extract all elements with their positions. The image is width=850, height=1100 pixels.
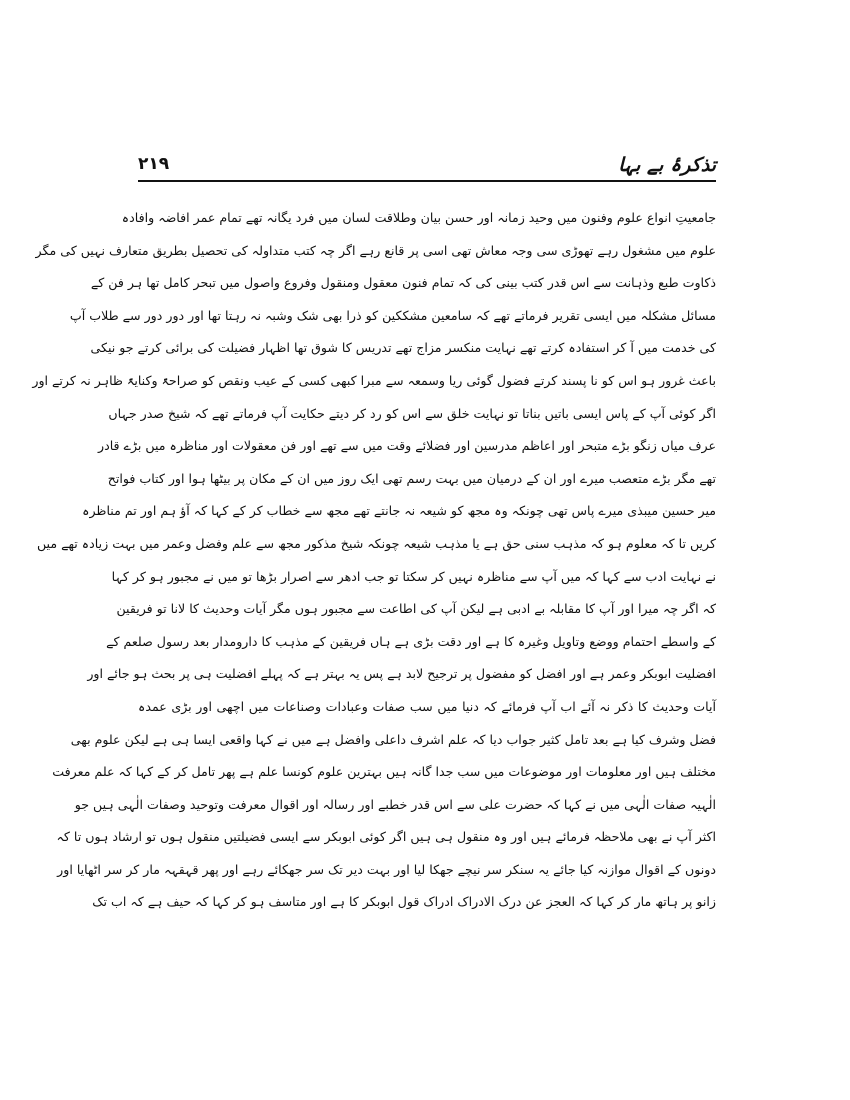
page-number: ۲۱۹	[138, 154, 170, 174]
text-line: اکثر آپ نے بھی ملاحظہ فرمائے ہیں اور وہ منقول ہی ہیں اگر کوئی ابوبکر سے ایسی فضیلتیں منقول ہوں تو ارشاد ہوں تا کہ	[56, 829, 716, 845]
text-line: دونوں کے اقوال موازنہ کیا جائے یہ سنکر سر نیچے جھکا لیا اور بہت دیر تک سر جھکائے رہے اور پھر قہقہہ مار کر سر اٹھایا اور	[57, 861, 716, 877]
text-line: باعث غرور ہو اس کو نا پسند کرتے فضول گوئی ریا وسمعہ سے مبرا کبھی کسی کے عیب ونقص کو صراحۃً وکنایۃً ظاہر نہ کرتے اور	[32, 372, 716, 388]
text-line: تھے مگر بڑے متعصب میرے اور ان کے درمیان میں بہت رسم تھی ایک روز میں ان کے مکان پر بیٹھا ہوا اور کتاب فواتح	[107, 470, 716, 486]
text-line: الٰہیہ صفات الٰہی میں نے کہا کہ حضرت علی سے اس قدر خطبے اور رسالہ اور اقوال معرفت وتوحید وصفات الٰہی ہیں جو	[74, 796, 716, 812]
header-rule	[138, 180, 716, 182]
running-title: تذکرۂ بے بہا	[618, 154, 716, 176]
text-line: جامعیتِ انواع علوم وفنون میں وحید زمانہ اور حسن بیان وطلاقت لسان میں فرد یگانہ تھے تمام عمر افاضہ وافادہ	[121, 210, 716, 225]
text-line: اگر کوئی آپ کے پاس ایسی باتیں بناتا تو نہایت خلق سے اس کو رد کر دیتے حکایت آپ فرماتے تھے کہ شیخ صدر جہاں	[108, 405, 716, 421]
text-line: کے واسطے احتمام ووضع وتاویل وغیرہ کا ہے اور دقت بڑی ہے ہاں فریقین کے مذہب کا دارومدار بعد رسول صلعم کے	[106, 633, 716, 649]
text-line: زانو پر ہاتھ مار کر کہا کہ العجز عن درک الادراک ادراک قول ابوبکر کا ہے اور متاسف ہو کر کہا کہ حیف ہے کہ اب تک	[92, 894, 716, 910]
text-line: نے نہایت ادب سے کہا کہ میں آپ سے مناظرہ نہیں کر سکتا تو جب ادھر سے اصرار بڑھا تو میں نے مجبور ہو کر کہا	[111, 568, 716, 584]
text-line: مسائل مشکلہ میں ایسی تقریر فرماتے تھے کہ سامعین مشککین کو ذرا بھی شک وشبہ نہ رہتا تھا اور دور دور سے طلاب آپ	[69, 307, 716, 323]
body-text	[32, 202, 716, 1052]
text-line: افضلیت ابوبکر وعمر ہے اور افضل کو مفضول پر ترجیح لابد ہے پس یہ بہتر ہے کہ پہلے افضلیت ہی پر بحث ہو جائے اور	[87, 666, 716, 682]
text-line: آیات وحدیث کا ذکر نہ آئے اب آپ فرمائے کہ دنیا میں سب صفات وعبادات وصناعات میں اچھی اور بڑی عمدہ	[138, 698, 716, 714]
text-line: فضل وشرف کیا ہے بعد تامل کثیر جواب دیا کہ علم اشرف داعلی وافضل ہے میں نے کہا واقعی ایسا ہی ہے لیکن علوم بھی	[70, 731, 716, 747]
text-line: کریں تا کہ معلوم ہو کہ مذہب سنی حق ہے یا مذہب شیعہ چونکہ شیخ مذکور مجھ سے علم وفضل وعمر میں بہت زیادہ تھے میں	[36, 535, 716, 551]
text-line: مختلف ہیں اور معلومات اور موضوعات میں سب جدا گانہ ہیں بہترین علوم کونسا علم ہے پھر تامل کر کے کہا کہ علم معرفت	[52, 764, 716, 780]
text-line: میر حسین میبذی میرے پاس تھی چونکہ وہ مجھ کو شیعہ نہ جانتے تھے مجھ سے خطاب کر کے کہا کہ آؤ ہم اور تم مناظرہ	[82, 503, 716, 519]
text-line: کی خدمت میں آ کر استفادہ کرتے تھے نہایت منکسر مزاج تھے تدریس کا شوق تھا اظہار فضیلت کی برائی کرتے جو نیکی	[90, 340, 716, 356]
text-line: کہ اگر چہ میرا اور آپ کا مقابلہ بے ادبی ہے لیکن آپ کی اطاعت سے مجبور ہوں مگر آیات وحدیث کا لانا تو فریقین	[116, 601, 716, 617]
text-line: عرف میاں زنگو بڑے متبحر اور اعاظم مدرسین اور فضلائے وقت میں سے تھے اور فن معقولات اور مناظرہ میں بڑے قادر	[98, 438, 716, 454]
text-line: ذکاوت طبع وذہانت سے اس قدر کتب بینی کی کہ تمام فنون معقول ومنقول وفروع واصول میں تبحر کامل تھا ہر فن کے	[90, 275, 716, 291]
text-line: علوم میں مشغول رہے تھوڑی سی وجہ معاش تھی اسی پر قانع رہے اگر چہ کتب متداولہ کی تحصیل بطریق متعارف نہیں کی مگر	[35, 242, 716, 258]
